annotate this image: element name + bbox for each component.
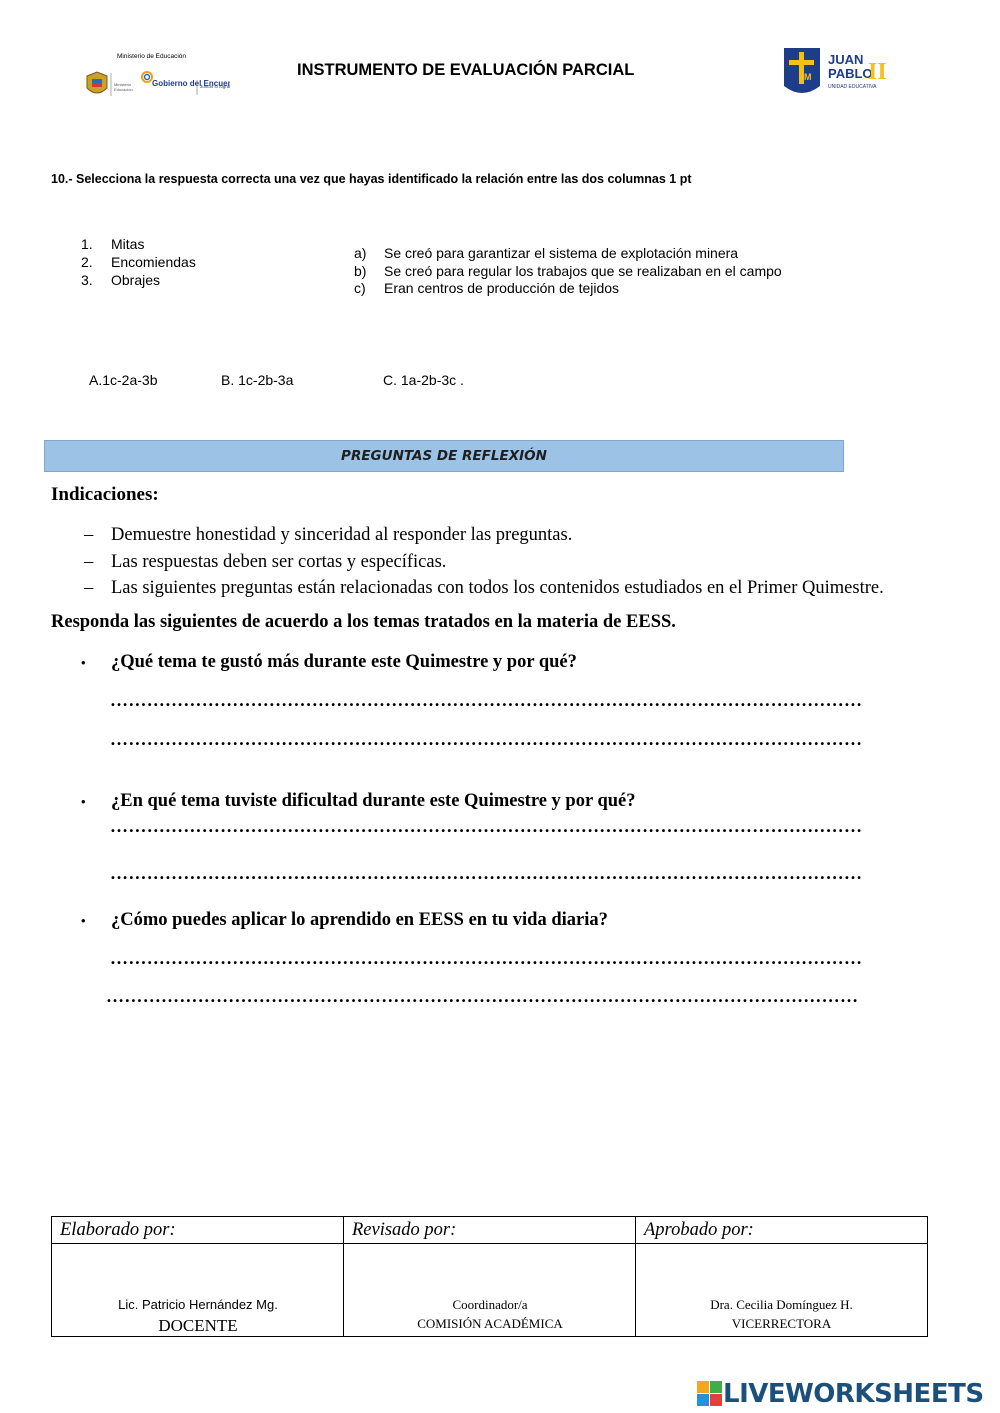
answer-line[interactable]: …………………………………………………………………………………………………………… <box>110 816 863 836</box>
answer-line[interactable]: …………………………………………………………………………………………………………… <box>110 729 863 749</box>
school-logo <box>782 46 892 102</box>
liveworksheets-logo-icon <box>697 1381 723 1407</box>
signature-table <box>51 1216 928 1337</box>
elaborado-label: Elaborado por: <box>52 1217 344 1244</box>
list-item: 3. Obrajes <box>81 272 161 288</box>
answer-line[interactable]: …………………………………………………………………………………………………………… <box>110 948 863 968</box>
indications-title: Indicaciones: <box>51 484 159 505</box>
liveworksheets-text: LIVEWORKSHEETS <box>723 1379 984 1409</box>
list-item: – Las respuestas deben ser cortas y específicas. <box>84 551 447 572</box>
elaborado-cell <box>52 1217 344 1336</box>
left-column-list <box>81 235 196 289</box>
option-c[interactable]: C. 1a-2b-3c . <box>383 372 464 388</box>
list-item: – Las siguientes preguntas están relacionadas con todos los contenidos estudiados en el Primer Quimestre. <box>84 578 884 598</box>
option-a[interactable]: A.1c-2a-3b <box>89 372 158 388</box>
revisado-label: Revisado por: <box>344 1217 636 1244</box>
indications-list <box>84 522 884 602</box>
revisado-cell <box>343 1217 636 1336</box>
list-item: 1. Mitas <box>81 236 145 252</box>
reflection-question-1: • ¿Qué tema te gustó más durante este Quimestre y por qué? <box>81 652 577 672</box>
revisado-role: COMISIÓN ACADÉMICA <box>417 1316 563 1331</box>
banner-title: PREGUNTAS DE REFLEXIÓN <box>341 448 547 464</box>
ministerio-label: Ministerio de Educación <box>117 53 187 60</box>
svg-text:Educación: Educación <box>114 87 133 92</box>
revisado-name: Coordinador/a <box>452 1297 528 1312</box>
list-item: c) Eran centros de producción de tejidos <box>354 280 620 296</box>
section-banner <box>44 440 844 472</box>
option-b[interactable]: B. 1c-2b-3a <box>221 372 294 388</box>
instruction-text: Responda las siguientes de acuerdo a los temas tratados en la materia de EESS. <box>51 612 676 632</box>
svg-text:JUAN: JUAN <box>828 52 864 67</box>
svg-text:PABLO: PABLO <box>828 66 873 81</box>
school-logo-sub: UNIDAD EDUCATIVA <box>828 84 877 90</box>
answer-line[interactable]: …………………………………………………………………………………………………………… <box>106 986 859 1006</box>
government-logo <box>85 68 230 100</box>
liveworksheets-watermark <box>697 1377 984 1411</box>
svg-text:II: II <box>868 59 887 85</box>
elaborado-name: Lic. Patricio Hernández Mg. <box>118 1297 278 1312</box>
list-item: – Demuestre honestidad y sinceridad al responder las preguntas. <box>84 525 573 545</box>
gov-logo-text: Gobierno del Encue <box>152 79 228 88</box>
list-item: b) Se creó para regular los trabajos que se realizaban en el campo <box>354 262 782 279</box>
svg-text:Ministerio: Ministerio <box>114 82 132 87</box>
answer-line[interactable]: …………………………………………………………………………………………………………… <box>110 863 863 883</box>
aprobado-name: Dra. Cecilia Domínguez H. <box>710 1297 853 1312</box>
svg-text:M: M <box>804 72 812 82</box>
gov-logo-slogan: Juntos lo logra <box>200 84 230 89</box>
answer-line[interactable]: …………………………………………………………………………………………………………… <box>110 690 863 710</box>
reflection-question-2: • ¿En qué tema tuviste dificultad durante este Quimestre y por qué? <box>81 791 636 811</box>
reflection-question-3: • ¿Cómo puedes aplicar lo aprendido en EESS en tu vida diaria? <box>81 910 608 930</box>
list-item: 2. Encomiendas <box>81 254 196 270</box>
aprobado-cell <box>635 1217 927 1336</box>
document-title: INSTRUMENTO DE EVALUACIÓN PARCIAL <box>297 61 635 79</box>
right-column-list <box>354 245 782 298</box>
elaborado-role: DOCENTE <box>158 1316 238 1335</box>
list-item: a) Se creó para garantizar el sistema de explotación minera <box>354 245 739 261</box>
aprobado-label: Aprobado por: <box>636 1217 927 1244</box>
question-10-prompt: 10.- Selecciona la respuesta correcta una vez que hayas identificado la relación entre las dos columnas 1 pt <box>51 172 692 186</box>
aprobado-role: VICERRECTORA <box>731 1316 832 1331</box>
